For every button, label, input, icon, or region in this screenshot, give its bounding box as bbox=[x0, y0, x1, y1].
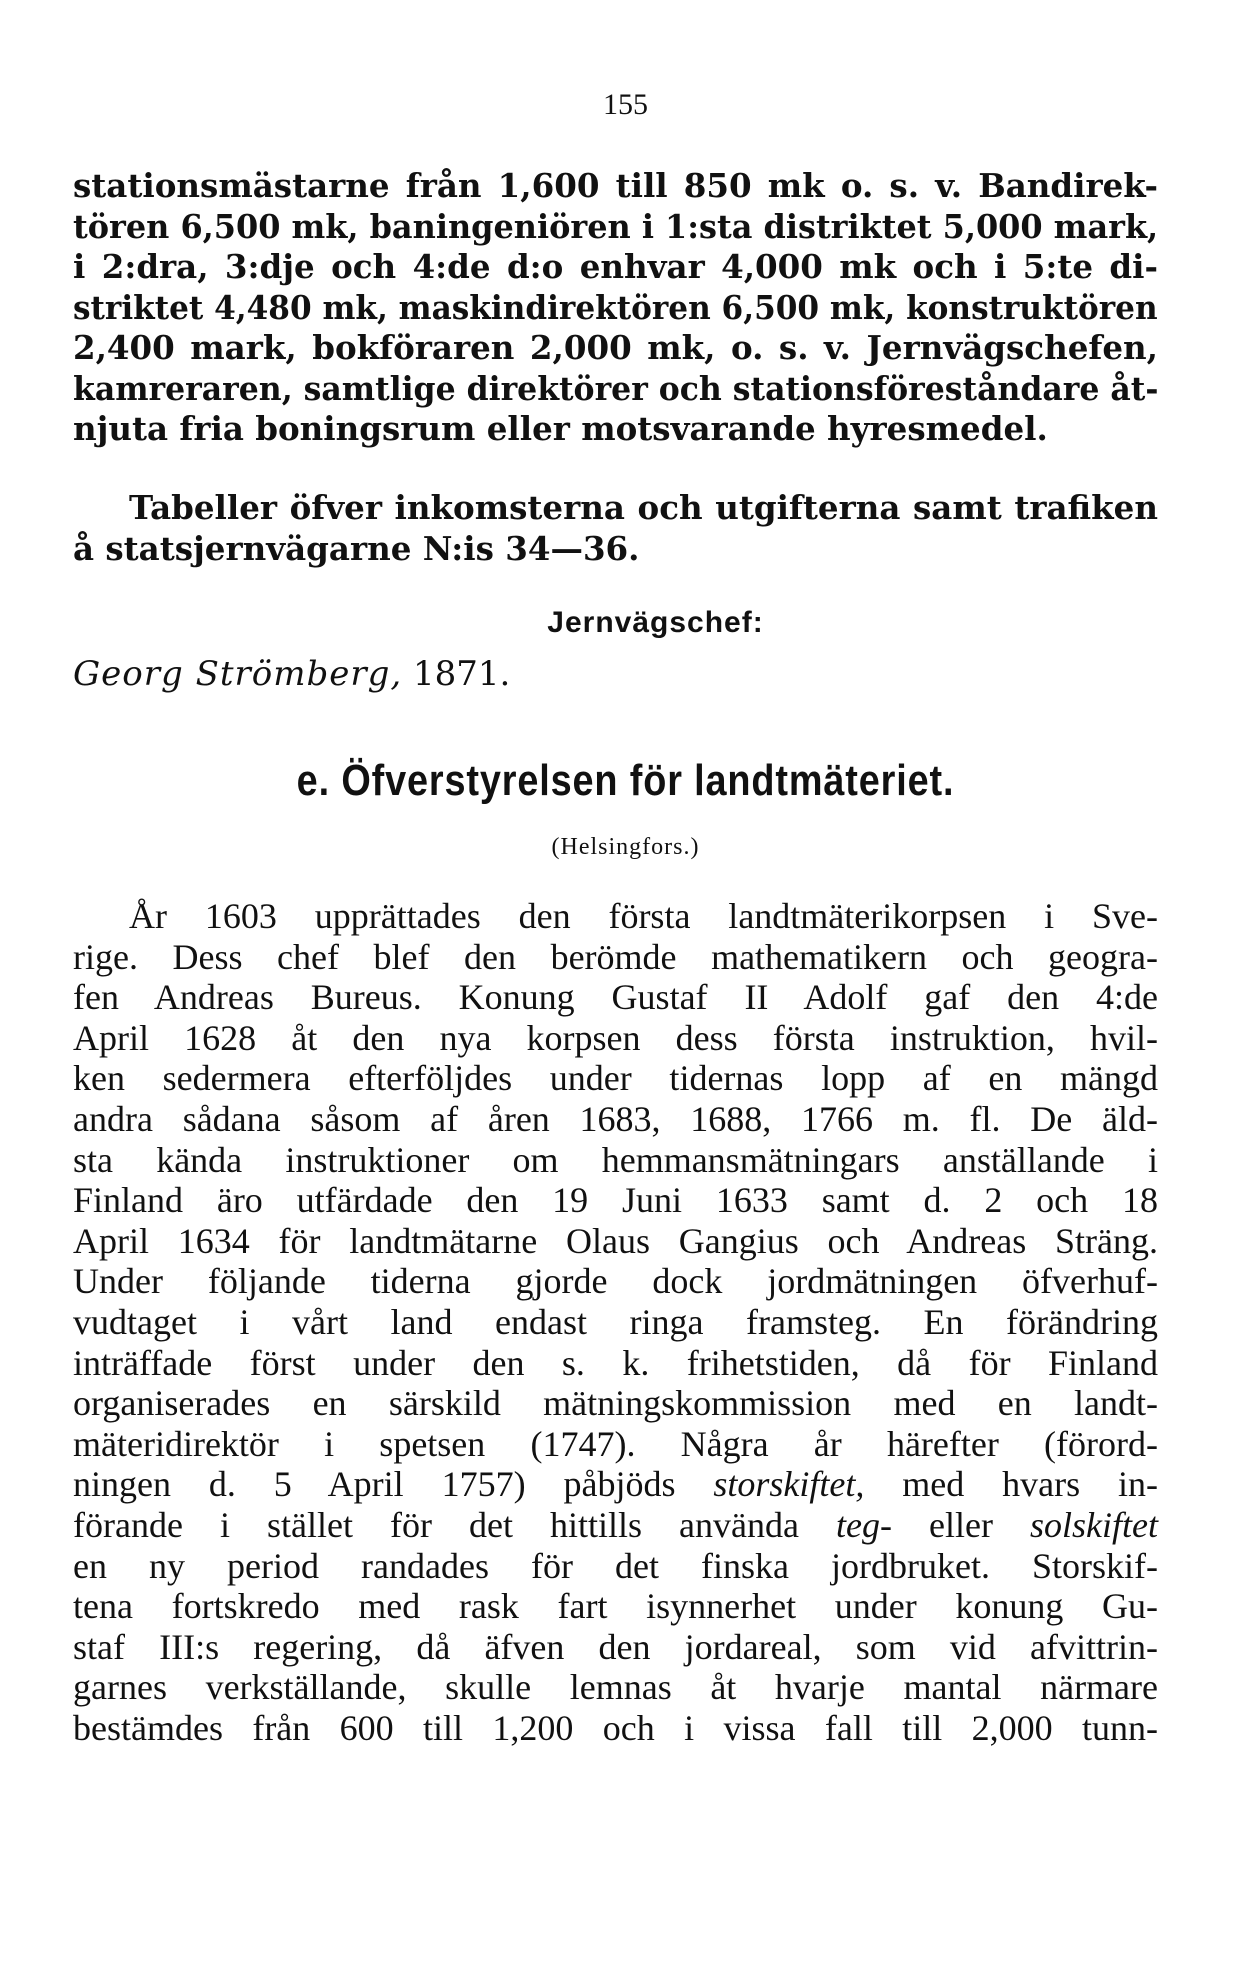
text-line: tena fortskredo med rask fart isynnerhet under konung Gu- bbox=[73, 1586, 1158, 1627]
text-line: stationsmästarne från 1,600 till 850 mk o. s. v. Bandirek- bbox=[73, 166, 1158, 205]
text-line: År 1603 upprättades den första landtmäterikorpsen i Sve- bbox=[129, 896, 1158, 936]
text-line: garnes verkställande, skulle lemnas åt hvarje mantal närmare bbox=[73, 1667, 1158, 1708]
text-line: Under följande tiderna gjorde dock jordmätningen öfverhuf- bbox=[73, 1261, 1158, 1302]
text-line: fen Andreas Bureus. Konung Gustaf II Adolf gaf den 4:de bbox=[73, 977, 1158, 1018]
text-line: organiserades en särskild mätningskommission med en landt- bbox=[73, 1383, 1158, 1424]
italic-term: solskiftet bbox=[1030, 1504, 1159, 1545]
text-line: förande i stället för det hittills använda teg- eller solskiftet bbox=[73, 1504, 1159, 1545]
page-number: 155 bbox=[603, 88, 648, 121]
text-line: i 2:dra, 3:dje och 4:de d:o enhvar 4,000 mk och i 5:te di- bbox=[73, 247, 1158, 286]
text-line: tören 6,500 mk, baningeniören i 1:sta distriktet 5,000 mark, bbox=[73, 206, 1159, 246]
text-line: mäteridirektör i spetsen (1747). Några år härefter (förord- bbox=[73, 1423, 1158, 1464]
text-line: striktet 4,480 mk, maskindirektören 6,500 mk, konstruktören bbox=[73, 287, 1158, 327]
text-line: en ny period randades för det finska jordbruket. Storskif- bbox=[73, 1545, 1158, 1586]
section-location: (Helsingfors.) bbox=[551, 834, 700, 860]
text-line: inträffade först under den s. k. frihetstiden, då för Finland bbox=[73, 1342, 1158, 1383]
text-line: April 1634 för landtmätarne Olaus Gangius och Andreas Sträng. bbox=[73, 1220, 1158, 1261]
text-line: April 1628 åt den nya korpsen dess första instruktion, hvil- bbox=[73, 1017, 1158, 1058]
text-line: sta kända instruktioner om hemmansmätningars anställande i bbox=[73, 1139, 1158, 1180]
text-line: å statsjernvägarne N:is 34—36. bbox=[73, 528, 640, 568]
railway-chief-entry bbox=[73, 654, 510, 694]
text-line: Finland äro utfärdade den 19 Juni 1633 samt d. 2 och 18 bbox=[73, 1180, 1158, 1221]
text-line: andra sådana såsom af åren 1683, 1688, 1766 m. fl. De äld- bbox=[73, 1098, 1158, 1139]
text-line: bestämdes från 600 till 1,200 och i vissa fall till 2,000 tunn- bbox=[73, 1707, 1158, 1748]
text-line: rige. Dess chef blef den berömde mathematikern och geogra- bbox=[73, 936, 1158, 977]
paragraph-survey-history bbox=[73, 896, 1158, 1748]
paragraph-stations-salaries bbox=[73, 166, 1158, 450]
paragraph-tables-reference bbox=[73, 488, 1158, 569]
text-line: vudtaget i vårt land endast ringa framsteg. En förändring bbox=[73, 1301, 1158, 1342]
text-line: kamreraren, samtlige direktörer och stationsföreståndare åt- bbox=[73, 368, 1159, 408]
text-line: ningen d. 5 April 1757) påbjöds storskiftet, med hvars in- bbox=[73, 1464, 1158, 1505]
text-line: 2,400 mark, bokföraren 2,000 mk, o. s. v. Jernvägschefen, bbox=[73, 328, 1158, 367]
text-line: staf III:s regering, då äfven den jordareal, som vid afvittrin- bbox=[73, 1626, 1158, 1667]
italic-term: teg- bbox=[836, 1504, 892, 1545]
railway-chief-heading: Jernvägschef: bbox=[547, 606, 764, 639]
text-line: Tabeller öfver inkomsterna och utgifterna samt trafiken bbox=[129, 488, 1158, 527]
chief-name: Georg Strömberg, bbox=[73, 654, 403, 694]
italic-term: storskiftet, bbox=[713, 1464, 865, 1505]
text-line: ken sedermera efterföljdes under tidernas lopp af en mängd bbox=[73, 1058, 1158, 1099]
chief-year: 1871. bbox=[413, 654, 511, 694]
text-line: njuta fria boningsrum eller motsvarande hyresmedel. bbox=[73, 409, 1048, 448]
section-title: e. Öfverstyrelsen för landtmäteriet. bbox=[296, 756, 955, 805]
